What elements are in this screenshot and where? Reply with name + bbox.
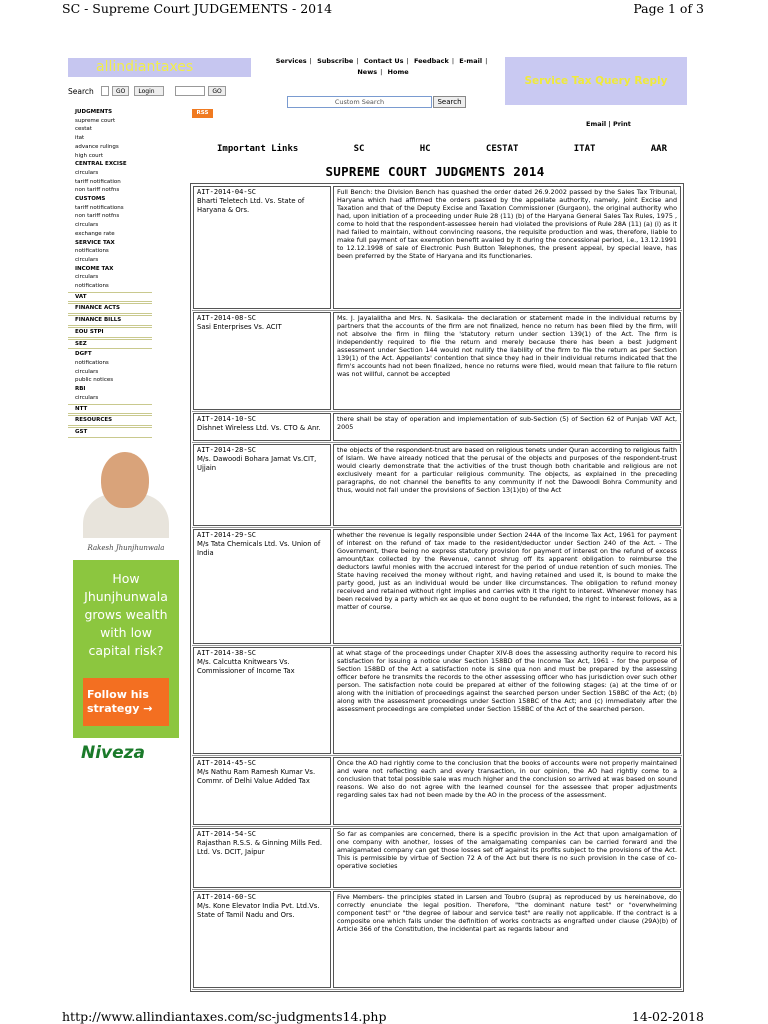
sidebar-item-circulars[interactable]: circulars xyxy=(75,222,99,229)
advertisement[interactable] xyxy=(73,438,179,766)
nav-link-news[interactable]: News xyxy=(357,68,378,76)
judgment-citation[interactable]: AIT-2014-45-SC xyxy=(197,759,257,767)
judgment-row xyxy=(192,646,682,756)
judgment-summary: So far as companies are concerned, there is a specific provision in the Act that upon amalgamation of one company with another, losses of the amalgamating companies can be carried forward and the amalgamated company can get those losses set off against its profits subject to the provisions of the Act. This is permissible by virtue of Section 72 A of the Act but there is no such provision in the case of co-operative societies xyxy=(333,828,681,888)
sidebar-item-finance-bills[interactable]: FINANCE BILLS xyxy=(68,315,152,326)
sidebar-item-finance-acts[interactable]: FINANCE ACTS xyxy=(68,303,152,314)
print-footer-url: http://www.allindiantaxes.com/sc-judgments14.php xyxy=(62,1008,387,1024)
nav-link-services[interactable]: Services xyxy=(275,57,307,65)
ad-text xyxy=(73,560,179,660)
sidebar-item-service-tax[interactable]: SERVICE TAX xyxy=(75,239,115,246)
judgment-summary: Once the AO had rightly come to the conclusion that the books of accounts were not properly maintained and were not reflecting each and every transaction, in our opinion, the AO had rightly come to a conclusion that total possible sale was much higher and the conclusion so arrived at was based on sound reasons. We also do not agree with the learned counsel for the assessee that proper adjustments regarding sales tax had not been made by the AO in the process of the assessment. xyxy=(333,757,681,825)
judgment-case-cell[interactable] xyxy=(193,413,331,441)
sidebar-item-resources[interactable]: RESOURCES xyxy=(68,415,152,426)
judgment-citation[interactable]: AIT-2014-60-SC xyxy=(197,893,257,901)
judgment-summary: whether the revenue is legally responsible under Section 244A of the Income Tax Act, 1961 for payment of interest on the refund of tax made to the resident/deductor under Section 240 of the Act. - The Government, there being no express statutory provision for payment of interest on the refund of excess amount/tax collected by the Revenue, cannot shrug off its apparent obligation to reimburse the deductors lawful monies with the accrued interest for the period of undue retention of such monies. The State having received the money without right, and having retained and used it, is bound to make the party good, just as an individual would be under like circumstances. The obligation to refund money received and retained without right implies and carries with it the right to interest. Whenever money has been received by a party which ex ae quo et bono ought to be refunded, the right to interest follows, as a matter of course. xyxy=(333,529,681,644)
ad-brand-logo: Niveza xyxy=(73,738,179,766)
judgment-row xyxy=(192,412,682,443)
judgment-citation[interactable]: AIT-2014-38-SC xyxy=(197,649,257,657)
judgment-parties: M/s Nathu Ram Ramesh Kumar Vs. Commr. of Delhi Value Added Tax xyxy=(197,768,316,785)
ad-follow-button[interactable]: Follow his strategy → xyxy=(83,678,169,726)
judgment-case-cell[interactable] xyxy=(193,529,331,644)
sidebar-item-circulars[interactable]: circulars xyxy=(75,169,99,176)
judgment-row xyxy=(192,528,682,646)
sidebar-item-ntt[interactable]: NTT xyxy=(68,404,152,415)
custom-search-input[interactable]: Custom Search xyxy=(287,96,432,108)
email-print-links[interactable]: Email | Print xyxy=(586,120,631,128)
judgment-case-cell[interactable] xyxy=(193,444,331,526)
sidebar-item-gst[interactable]: GST xyxy=(68,427,152,438)
sidebar-item-circulars[interactable]: circulars xyxy=(75,394,99,401)
judgment-row xyxy=(192,311,682,412)
top-nav: Services | Subscribe | Contact Us | Feedback | E-mail | News | Home xyxy=(275,57,488,76)
link-cestat[interactable]: CESTAT xyxy=(485,144,519,154)
ad-text-line: with low xyxy=(100,625,152,640)
nav-link-home[interactable]: Home xyxy=(387,68,409,76)
sidebar-item-tariff-notifications[interactable]: tariff notifications xyxy=(75,204,124,211)
judgment-citation[interactable]: AIT-2014-54-SC xyxy=(197,830,257,838)
link-itat[interactable]: ITAT xyxy=(573,144,596,154)
judgment-summary: Five Members- the principles stated in Larsen and Toubro (supra) as reproduced by us hereinabove, do correctly enunciate the legal position. Therefore, "the dominant nature test" or "overwhelming component test" or "the degree of labour and service test" are really not applicable. If the contract is a composite one which falls under the definition of works contracts as engrafted under clause (29A)(b) of Article 366 of the Constitution, the incidental part as regards labour and xyxy=(333,891,681,988)
judgment-parties: M/s. Dawoodi Bohara Jamat Vs.CIT, Ujjain xyxy=(197,455,317,472)
print-page-number: Page 1 of 3 xyxy=(633,0,704,16)
judgment-case-cell[interactable] xyxy=(193,312,331,410)
ad-text-line: capital risk? xyxy=(88,643,164,658)
judgment-case-cell[interactable] xyxy=(193,891,331,988)
site-logo[interactable]: allindiantaxes xyxy=(68,58,251,77)
judgment-summary: Ms. J. Jayalalitha and Mrs. N. Sasikala- the declaration or statement made in the individual returns by partners that the accounts of the firm are not finalized, hence no return has been filed by the firm, will not absolve the firm in filing the 'statutory return under section 139(1) of the Act. The firm is independently required to file the return and merely because there has been a best judgment assessment under Section 144 would not nullify the liability of the firm to file the return as per Section 139(1) of the Act. Appellants' contention that since they had in their individual returns indicated that the firm's accounts had not been finalized, hence no returns were filed, would mean that failure to file return was not willful, cannot be accepted xyxy=(333,312,681,410)
sidebar-item-supreme-court[interactable]: supreme court xyxy=(75,117,116,124)
page-title: SUPREME COURT JUDGMENTS 2014 xyxy=(325,164,545,179)
judgment-citation[interactable]: AIT-2014-10-SC xyxy=(197,415,257,423)
sidebar-item-notifications[interactable]: notifications xyxy=(75,283,109,290)
sidebar-item-notifications[interactable]: notifications xyxy=(75,359,109,366)
sidebar-item-judgments[interactable]: JUDGMENTS xyxy=(75,109,113,115)
judgment-summary: Full Bench: the Division Bench has quashed the order dated 26.9.2002 passed by the Sales Tax Tribunal, Haryana which had affirmed the orders passed by the appellate authority, namely, Joint Excise and Taxation and that of the Deputy Excise and Taxation Commissioner (Gurgaon), the original authority who had, upon initiation of a proceeding under Rule 28 (11) (b) of the Haryana General Sales Tax Rules, 1975 , come to hold that the respondent-assessee herein had violated the provisions of Rule 28A (11) (a) (i) as it had failed to maintain, without convincing reasons, the requisite production and was, therefore, liable to make full payment of tax exemption benefit availed by it during the concessional period, i.e., 13.12.1991 to 12.12.1998 of sale of Electronic Push Button Telephones, the present appeal, by special leave, has been preferred by the State of Haryana and its functionaries. xyxy=(333,186,681,309)
judgment-citation[interactable]: AIT-2014-28-SC xyxy=(197,446,257,454)
sidebar-item-exchange-rate[interactable]: exchange rate xyxy=(75,230,115,237)
ad-signature: Rakesh Jhunjhunwala xyxy=(73,538,179,560)
ad-photo xyxy=(73,438,179,538)
judgment-case-cell[interactable] xyxy=(193,757,331,825)
login-go-button[interactable]: GO xyxy=(208,86,225,96)
sidebar-item-tariff-notification[interactable]: tariff notification xyxy=(75,178,121,185)
important-links-bar xyxy=(217,144,667,154)
login-button[interactable]: Login xyxy=(134,86,164,96)
link-sc[interactable]: SC xyxy=(353,144,365,154)
sidebar-item-circulars[interactable]: circulars xyxy=(75,256,99,263)
link-hc[interactable]: HC xyxy=(419,144,431,154)
judgment-citation[interactable]: AIT-2014-29-SC xyxy=(197,531,257,539)
judgment-case-cell[interactable] xyxy=(193,647,331,754)
search-go-button[interactable]: GO xyxy=(112,86,129,96)
judgment-summary: at what stage of the proceedings under Chapter XIV-B does the assessing authority require to record his satisfaction for issuing a notice under Section 158BD of the Income Tax Act, 1961 - for the purpose of Section 158BD of the Act a satisfaction note is sine qua non and must be prepared by the assessing officer before he transmits the records to the other assessing officer who has jurisdiction over such other person. The satisfaction note could be prepared at either of the following stages: (a) at the time of or along with the initiation of proceedings against the searched person under Section 158BC of the Act; (b) along with the assessment proceedings under Section 158BC of the Act; and (c) immediately after the assessment proceedings are completed under Section 158BC of the Act of the searched person. xyxy=(333,647,681,754)
sidebar-item-cestat[interactable]: cestat xyxy=(75,126,92,133)
sidebar-nav xyxy=(68,108,152,439)
judgment-parties: Sasi Enterprises Vs. ACIT xyxy=(197,323,282,331)
judgment-summary: the objects of the respondent-trust are based on religious tenets under Quran according to religious faith of Islam. We have already noticed that the perusal of the objects and purposes of the respondent-trust would clearly demonstrate that the activities of the trust though both charitable and religious are not exclusively meant for a particular religious community. The objects, as explained in the preceding paragraphs, do not channel the benefits to any community if not the Dawoodi Bohra Community and thus, would not fall under the provisions of Section 13(1)(b) of the Act xyxy=(333,444,681,526)
print-footer xyxy=(62,1008,704,1024)
rss-icon[interactable]: RSS xyxy=(192,109,213,118)
link-aar[interactable]: AAR xyxy=(650,144,667,154)
sidebar-item-non-tariff-notfns[interactable]: non tariff notfns xyxy=(75,187,120,194)
nav-link-feedback[interactable]: Feedback xyxy=(413,57,449,65)
search-label: Search xyxy=(68,86,94,96)
judgment-row xyxy=(192,185,682,311)
judgment-summary: there shall be stay of operation and implementation of sub-Section (5) of Section 62 of Punjab VAT Act, 2005 xyxy=(333,413,681,441)
sidebar-item-high-court[interactable]: high court xyxy=(75,152,104,159)
judgment-parties: M/s. Calcutta Knitwears Vs. Commissioner of Income Tax xyxy=(197,658,295,675)
sidebar-item-circulars[interactable]: circulars xyxy=(75,274,99,281)
sidebar-item-circulars[interactable]: circulars xyxy=(75,368,99,375)
judgment-citation[interactable]: AIT-2014-08-SC xyxy=(197,314,257,322)
judgment-parties: Rajasthan R.S.S. & Ginning Mills Fed. Ltd. Vs. DCIT, Jaipur xyxy=(197,839,323,856)
print-header xyxy=(62,0,704,16)
sidebar-item-rbi[interactable]: RBI xyxy=(75,386,86,393)
sidebar-item-central-excise[interactable]: CENTRAL EXCISE xyxy=(75,161,127,168)
judgment-parties: Dishnet Wireless Ltd. Vs. CTO & Anr. xyxy=(197,424,321,432)
sidebar-item-customs[interactable]: CUSTOMS xyxy=(75,196,106,203)
sidebar-item-public-notices[interactable]: public notices xyxy=(75,377,114,384)
login-input[interactable] xyxy=(175,86,205,96)
ad-text-line: Jhunjhunwala xyxy=(84,589,168,604)
sidebar-item-non-tariff-notfns[interactable]: non tariff notfns xyxy=(75,213,120,220)
custom-search-button[interactable]: Search xyxy=(433,96,466,108)
sidebar-item-notifications[interactable]: notifications xyxy=(75,248,109,255)
judgment-row xyxy=(192,890,682,990)
site-search-row xyxy=(68,86,226,96)
sidebar-item-income-tax[interactable]: INCOME TAX xyxy=(75,265,114,272)
nav-link-email[interactable]: E-mail xyxy=(459,57,483,65)
sidebar-item-dgft[interactable]: DGFT xyxy=(75,351,92,358)
important-links-label: Important Links xyxy=(217,144,299,154)
nav-link-subscribe[interactable]: Subscribe xyxy=(317,57,354,65)
ad-text-line: How xyxy=(112,571,140,586)
sidebar-item-vat[interactable]: VAT xyxy=(68,292,152,303)
judgment-citation[interactable]: AIT-2014-04-SC xyxy=(197,188,257,196)
sidebar-item-eou-stpi[interactable]: EOU STPI xyxy=(68,327,152,338)
judgments-table xyxy=(190,183,684,992)
judgment-parties: M/s. Kone Elevator India Pvt. Ltd.Vs. State of Tamil Nadu and Ors. xyxy=(197,902,320,919)
sidebar-item-sez[interactable]: SEZ xyxy=(68,339,152,350)
sidebar-item-itat[interactable]: itat xyxy=(75,135,85,142)
judgment-row xyxy=(192,756,682,827)
promo-banner[interactable]: Service Tax Query Reply xyxy=(505,57,687,105)
nav-link-contact[interactable]: Contact Us xyxy=(363,57,404,65)
search-input[interactable] xyxy=(101,86,109,96)
print-footer-date: 14-02-2018 xyxy=(631,1008,704,1024)
judgment-parties: M/s Tata Chemicals Ltd. Vs. Union of India xyxy=(197,540,321,557)
judgment-parties: Bharti Teletech Ltd. Vs. State of Haryana & Ors. xyxy=(197,197,305,214)
sidebar-item-advance-rulings[interactable]: advance rulings xyxy=(75,143,119,150)
ad-text-line: grows wealth xyxy=(84,607,168,622)
print-header-title: SC - Supreme Court JUDGEMENTS - 2014 xyxy=(62,0,333,16)
judgment-row xyxy=(192,827,682,890)
judgment-case-cell[interactable] xyxy=(193,828,331,888)
judgment-case-cell[interactable] xyxy=(193,186,331,309)
judgment-row xyxy=(192,443,682,528)
